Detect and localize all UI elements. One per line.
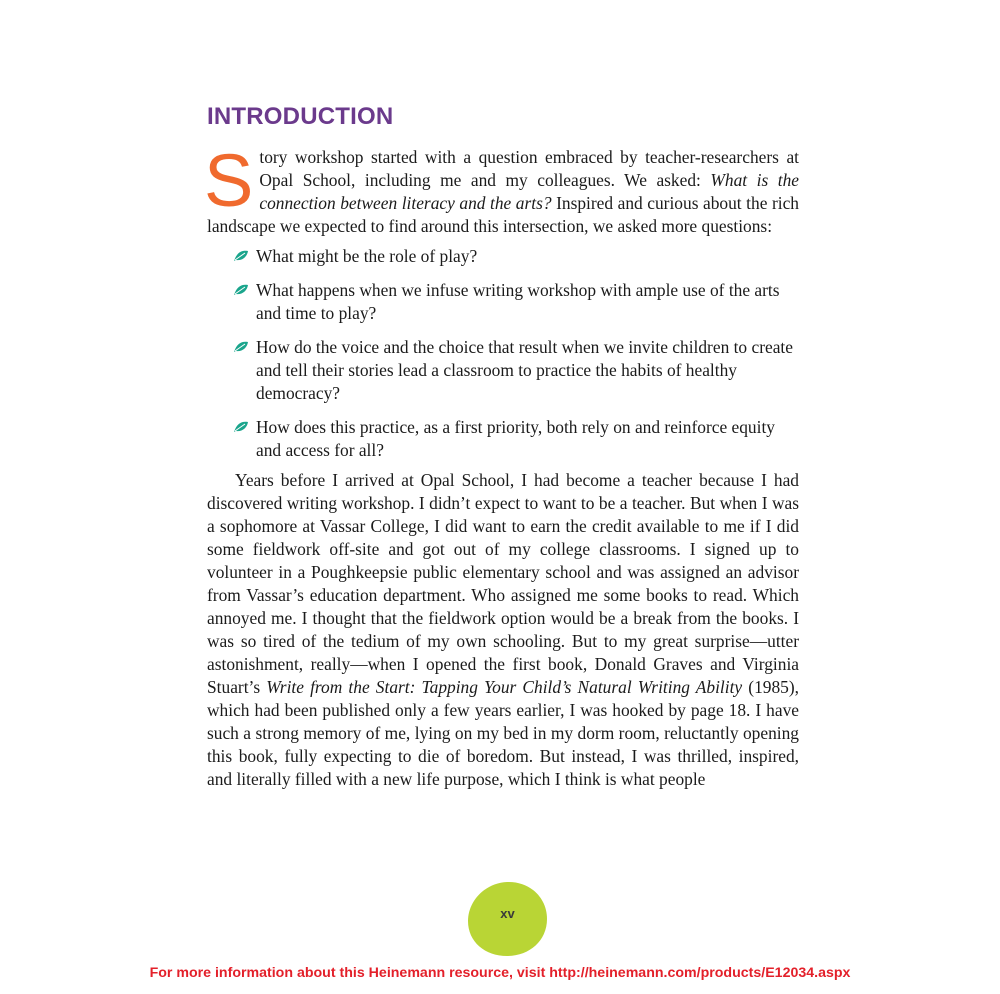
question-text: How do the voice and the choice that result when we invite children to create and tell their stories lead a classroom to practice the habits of healthy democracy? <box>256 337 793 403</box>
section-heading: INTRODUCTION <box>207 103 394 130</box>
page-number: xv <box>500 906 515 921</box>
page-number-badge <box>467 881 548 957</box>
list-item <box>233 279 793 325</box>
lead-text-2: Inspired and curious about the rich landscape we expected to find around this intersection, we asked more questions: <box>207 193 800 236</box>
lead-question: What is the connection between literacy and the arts? <box>259 170 800 213</box>
question-text: What happens when we infuse writing workshop with ample use of the arts and time to play? <box>256 280 780 323</box>
list-item <box>233 336 793 405</box>
paragraph-text-2: (1985), which had been published only a few years earlier, I was hooked by page 18. I have such a strong memory of me, lying on my bed in my dorm room, reluctantly opening this book, fully expecting to die of boredom. But instead, I was thrilled, inspired, and literally filled with a new life purpose, which I think is what people <box>207 677 799 789</box>
leaf-icon <box>233 421 249 433</box>
leaf-icon <box>233 250 249 262</box>
paragraph-text-1: Years before I arrived at Opal School, I had become a teacher because I had discovered writing workshop. I didn’t expect to want to be a teacher. But when I was a sophomore at Vassar College, I did want to earn the credit available to me if I did some fieldwork off-site and got out of my college classrooms. I signed up to volunteer in a Poughkeepsie public elementary school and was assigned an advisor from Vassar’s education department. Who assigned me some books to read. Which annoyed me. I thought that the fieldwork option would be a break from the books. I was so tired of the tedium of my own schooling. But to my great surprise—utter astonishment, really—when I opened the first book, Donald Graves and Virginia Stuart’s <box>207 470 799 697</box>
drop-cap: S <box>204 139 254 222</box>
question-list <box>233 245 793 473</box>
body-paragraph <box>207 469 799 791</box>
footer-link-note[interactable]: For more information about this Heinemann resource, visit http://heinemann.com/products/E12034.aspx <box>149 965 851 981</box>
lead-text-1: tory workshop started with a question embraced by teacher-researchers at Opal School, including me and my colleagues. We asked: <box>259 147 799 190</box>
book-title: Write from the Start: Tapping Your Child’s Natural Writing Ability <box>266 677 743 697</box>
question-text: How does this practice, as a first priority, both rely on and reinforce equity and access for all? <box>256 417 775 460</box>
lead-paragraph <box>204 139 800 238</box>
list-item <box>233 245 793 268</box>
question-text: What might be the role of play? <box>256 246 478 266</box>
leaf-icon <box>233 341 249 353</box>
list-item <box>233 416 793 462</box>
leaf-icon <box>233 284 249 296</box>
